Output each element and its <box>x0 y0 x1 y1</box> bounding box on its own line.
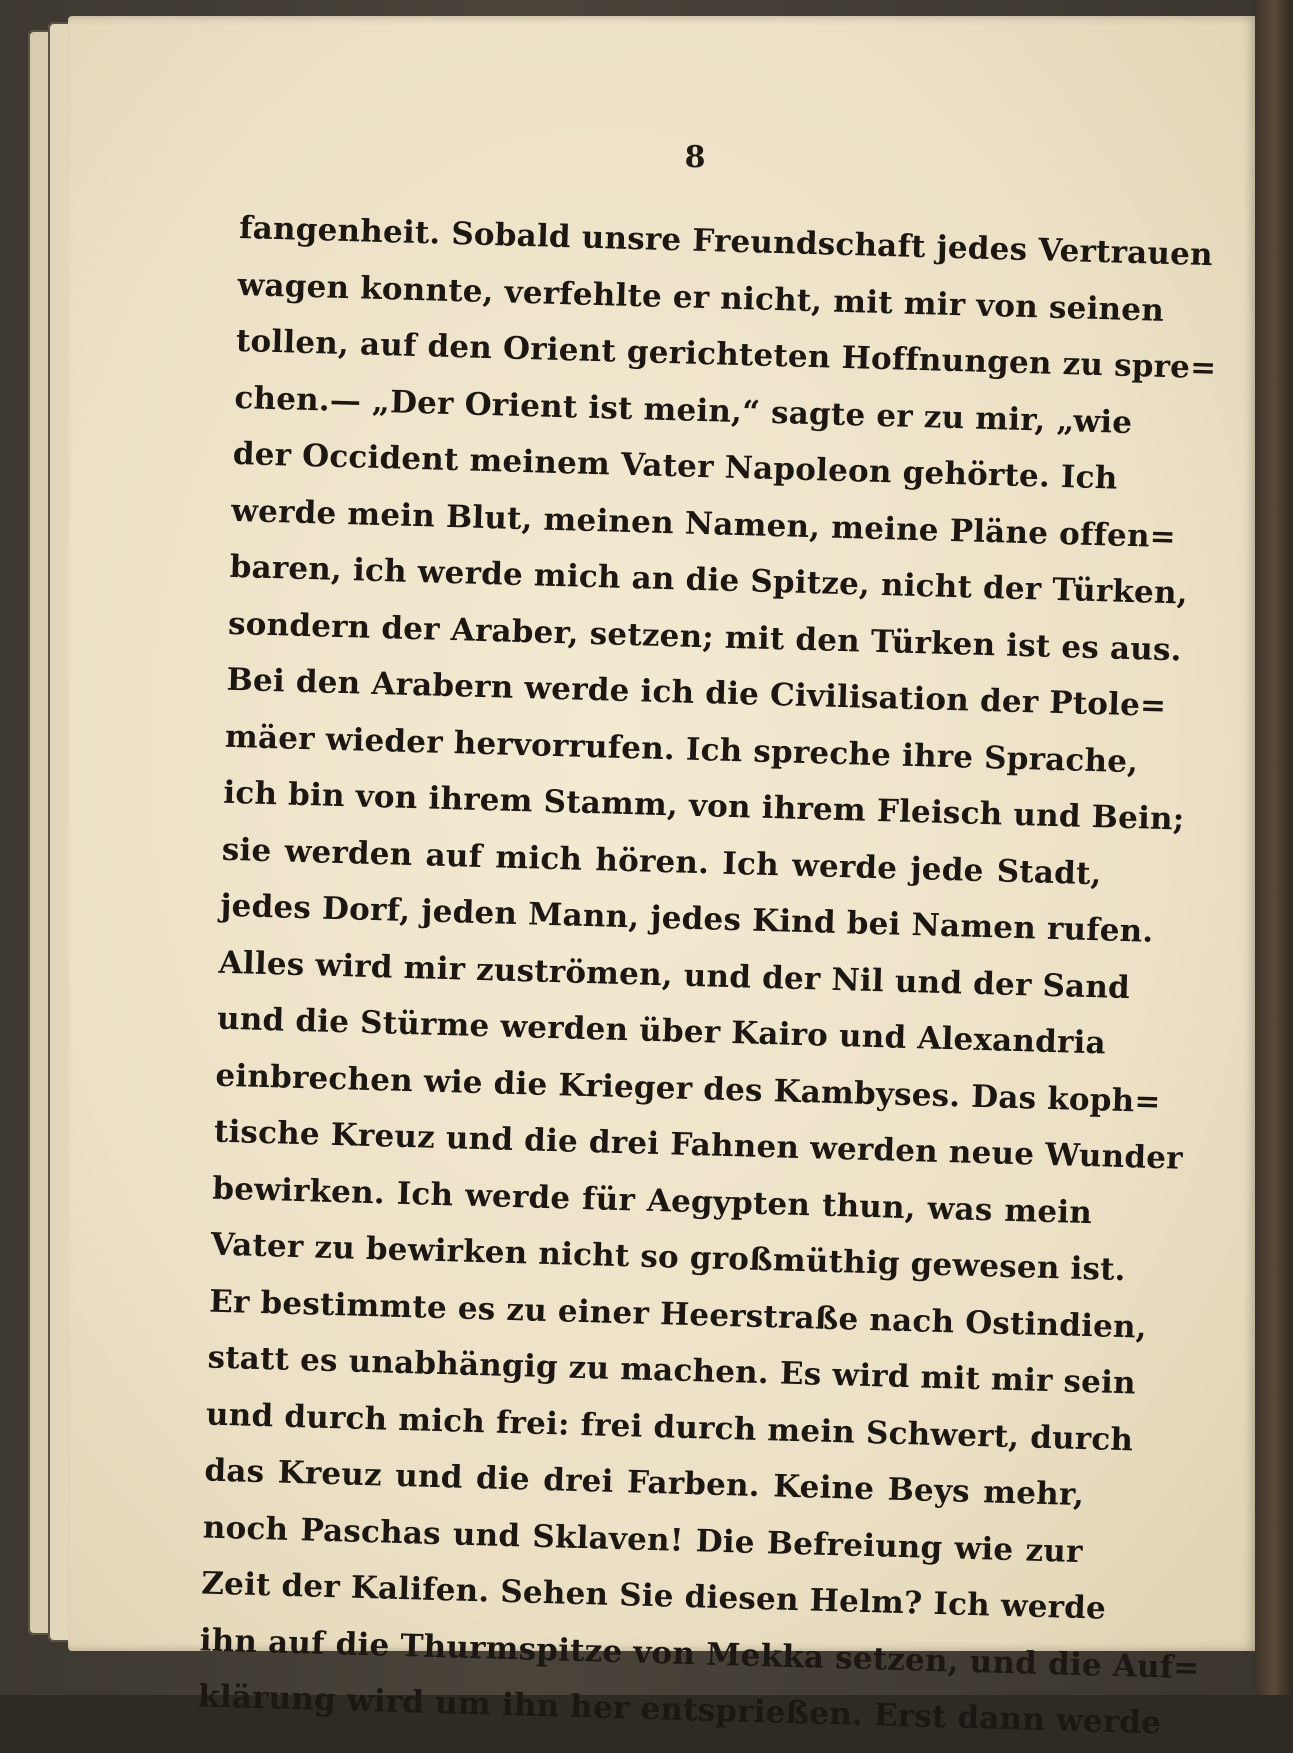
text-line: bewirken. Ich werde für Aegypten thun, was mein <box>211 1170 1093 1231</box>
text-line: und durch mich frei: frei durch mein Schwert, durch <box>205 1396 1134 1458</box>
text-line: das Kreuz und die drei Farben. Keine Beys mehr, <box>204 1452 1085 1514</box>
text-line: tische Kreuz und die drei Fahnen werden neue Wunder <box>213 1113 1184 1177</box>
text-line: fangenheit. Sobald unsre Freundschaft jedes Vertrauen <box>238 209 1214 274</box>
text-line: der Occident meinem Vater Napoleon gehörte. Ich <box>232 435 1118 497</box>
page-number: 8 <box>684 140 706 175</box>
text-line: Vater zu bewirken nicht so großmüthig gewesen ist. <box>210 1226 1127 1289</box>
text-line: tollen, auf den Orient gerichteten Hoffnungen zu spre= <box>235 322 1217 387</box>
text-line: und die Stürme werden über Kairo und Alexandria <box>216 1000 1107 1062</box>
text-line: Zeit der Kalifen. Sehen Sie diesen Helm? Ich werde <box>200 1565 1107 1627</box>
text-line: mäer wieder hervorrufen. Ich spreche ihre Sprache, <box>224 718 1139 780</box>
text-line: statt es unabhängig zu machen. Es wird mit mir sein <box>207 1339 1137 1402</box>
text-line: ich bin von ihrem Stamm, von ihrem Fleisch und Bein; <box>222 774 1185 838</box>
text-line: ihn auf die Thurmspitze von Mekka setzen, und die Auf= <box>199 1621 1200 1686</box>
text-line: Er bestimmte es zu einer Heerstraße nach Ostindien, <box>208 1283 1148 1346</box>
text-line: Alles wird mir zuströmen, und der Nil und der Sand <box>218 944 1131 1006</box>
text-line: klärung wird um ihn her entsprießen. Erst dann werde <box>197 1678 1162 1742</box>
text-line: sondern der Araber, setzen; mit den Türken ist es aus. <box>227 605 1183 668</box>
text-line: wagen konnte, verfehlte er nicht, mit mir von seinen <box>237 266 1165 329</box>
text-line: Bei den Arabern werde ich die Civilisation der Ptole= <box>226 661 1167 725</box>
text-line: jedes Dorf, jeden Mann, jedes Kind bei Namen rufen. <box>219 887 1154 950</box>
text-line: noch Paschas und Sklaven! Die Befreiung wie zur <box>202 1508 1084 1570</box>
text-line: chen.— „Der Orient ist mein,“ sagte er zu mir, „wie <box>233 379 1133 441</box>
text-line: werde mein Blut, meinen Namen, meine Pläne offen= <box>230 492 1177 555</box>
book-spine-edge <box>1255 0 1293 1695</box>
text-line: einbrechen wie die Krieger des Kambyses. Das koph= <box>215 1057 1162 1120</box>
page-text <box>197 200 1217 1749</box>
text-line: baren, ich werde mich an die Spitze, nicht der Türken, <box>229 548 1189 612</box>
text-line: sie werden auf mich hören. Ich werde jede Stadt, <box>221 831 1103 892</box>
